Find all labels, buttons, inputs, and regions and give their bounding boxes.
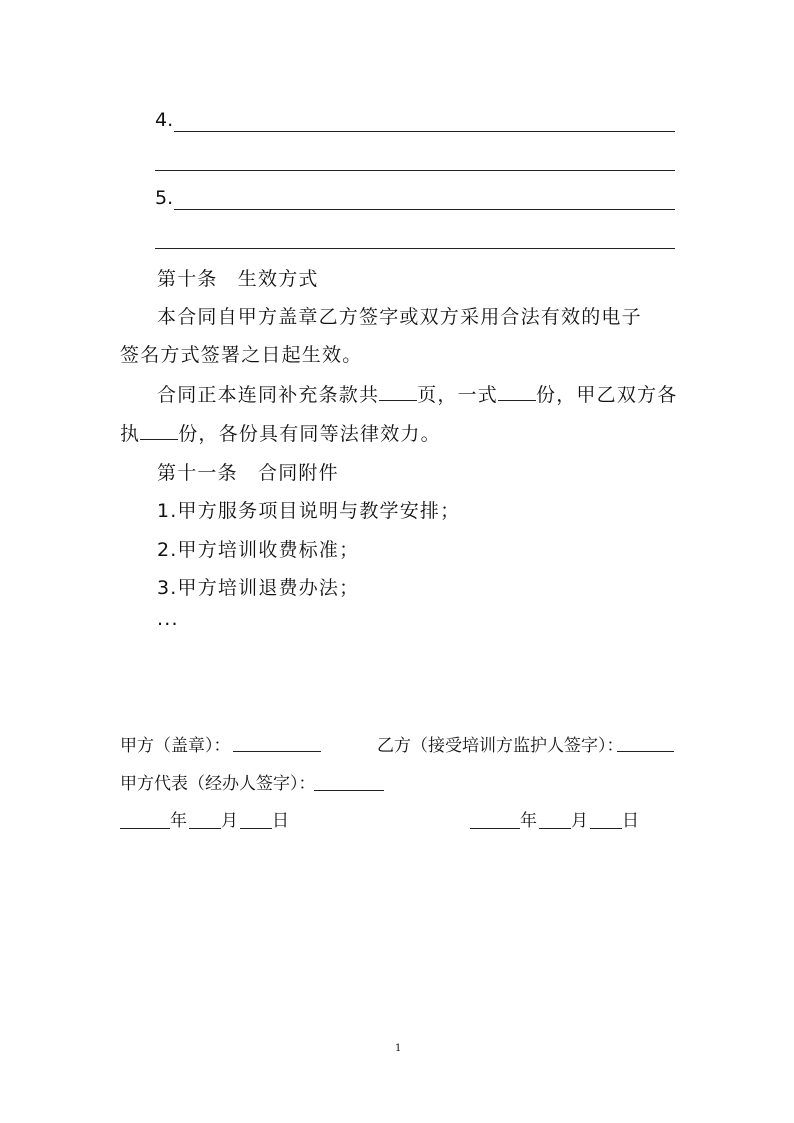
article-10-equal-effect-text: 份，各份具有同等法律效力。	[178, 423, 441, 445]
pages-count-blank[interactable]	[379, 384, 417, 401]
party-b-year-line[interactable]	[470, 828, 520, 829]
party-a-month-line[interactable]	[189, 828, 221, 829]
party-a-year-label: 年	[170, 811, 187, 831]
party-b-day-line[interactable]	[590, 828, 622, 829]
party-b-month-line[interactable]	[539, 828, 571, 829]
article-10-each-party-text: 份，甲乙双方各	[536, 384, 678, 406]
party-a-month-label: 月	[221, 811, 238, 831]
held-copies-blank[interactable]	[140, 423, 178, 440]
article-10-paragraph-1-line-1: 本合同自甲方盖章乙方签字或双方采用合法有效的电子	[157, 306, 642, 328]
party-b-signature-label: 乙方（接受培训方监护人签字）：	[377, 736, 624, 756]
party-a-seal-label: 甲方（盖章）：	[120, 736, 231, 756]
party-a-seal-line[interactable]	[233, 751, 321, 752]
item-4-continuation-line[interactable]	[155, 170, 675, 171]
attachment-ellipsis: ...	[157, 608, 179, 630]
article-10-paragraph-2-line-1	[157, 380, 677, 407]
article-10-heading: 第十条 生效方式	[157, 268, 319, 290]
article-10-copies-text: 页，一式	[417, 384, 499, 406]
party-a-day-label: 日	[272, 811, 289, 831]
party-b-month-label: 月	[571, 811, 588, 831]
article-10-paragraph-1-line-2: 签名方式签署之日起生效。	[120, 344, 363, 366]
item-5-continuation-line[interactable]	[155, 248, 675, 249]
party-b-signature-line[interactable]	[617, 751, 674, 752]
party-a-representative-label: 甲方代表（经办人签字）：	[120, 774, 316, 794]
attachment-item: 1.甲方服务项目说明与教学安排；	[157, 500, 461, 522]
article-10-paragraph-2-line-2	[120, 419, 441, 446]
item-5-fill-line[interactable]	[174, 209, 675, 210]
attachment-item: 2.甲方培训收费标准；	[157, 539, 360, 561]
party-a-day-line[interactable]	[240, 828, 272, 829]
copies-count-blank[interactable]	[498, 384, 536, 401]
attachment-item: 3.甲方培训退费办法；	[157, 577, 360, 599]
article-10-pages-text: 合同正本连同补充条款共	[157, 384, 380, 406]
article-10-hold-text: 执	[120, 423, 141, 445]
party-b-year-label: 年	[520, 811, 537, 831]
item-4-label: 4.	[155, 109, 174, 131]
party-a-year-line[interactable]	[120, 828, 170, 829]
party-a-representative-line[interactable]	[314, 790, 384, 791]
party-b-day-label: 日	[622, 811, 639, 831]
item-5-label: 5.	[155, 187, 174, 209]
item-4-fill-line[interactable]	[174, 131, 675, 132]
article-11-heading: 第十一条 合同附件	[157, 462, 339, 484]
page-number: 1	[395, 1043, 402, 1054]
